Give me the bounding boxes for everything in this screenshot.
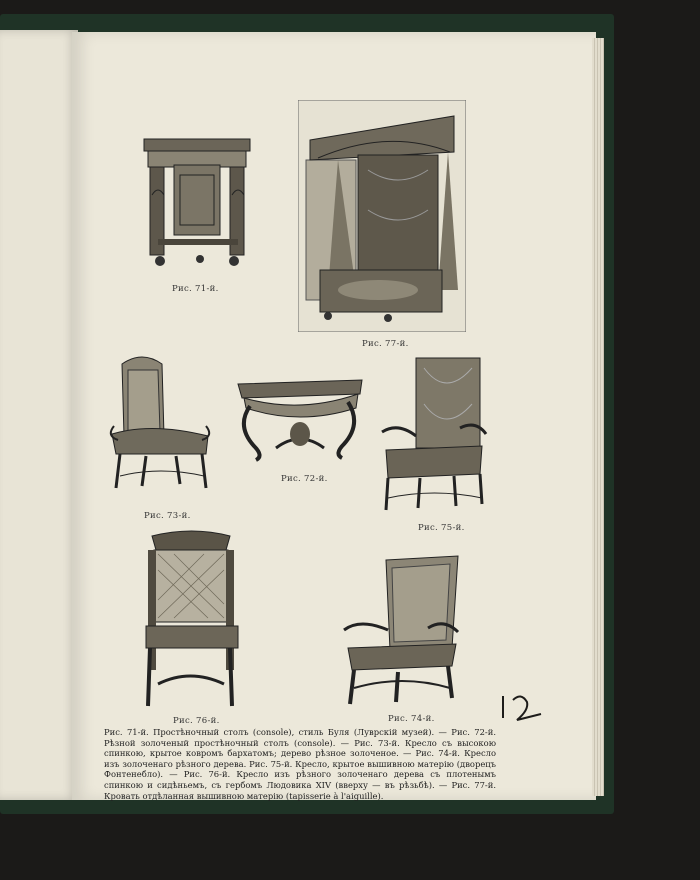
figure-77-canopy-bed (298, 100, 466, 332)
figure-76-armchair (138, 530, 250, 714)
figure-73-label: Рис. 73-й. (144, 511, 191, 521)
figure-caption: Рис. 71-й. Простѣночный столъ (console), стиль Буля (Луврскій музей). — Рис. 72-й. Рѣзной золоченый простѣночный столъ (console). — Рис. 73-й. Кресло съ высокою спинкою, крытое ковромъ бархатомъ; дерево рѣзное золоченое. — Рис. 74-й. Кресло изъ золоченаго рѣзного дерева. Рис. 75-й. Кресло, крытое вышивною матерію (дворецъ Фонтенебло). — Рис. 76-й. Кресло изъ рѣзного золоченаго дерева съ плотенымъ спинкою и сидѣньемъ, съ гербомъ Людовика XIV (вверху — въ рѣзьбѣ). — Рис. 77-й. Кровать отдѣланная вышивною матерію (tapisserie à l'aiguille). (104, 727, 496, 801)
figure-71-console-table (140, 135, 255, 270)
left-page (0, 30, 78, 800)
figure-74-label: Рис. 74-й. (388, 714, 435, 724)
figure-72-carved-console (236, 378, 364, 462)
figure-71-label: Рис. 71-й. (172, 284, 219, 294)
figure-75-armchair (380, 354, 488, 518)
figure-75-label: Рис. 75-й. (418, 523, 465, 533)
figure-77-label: Рис. 77-й. (362, 339, 409, 349)
handwritten-page-number (497, 690, 553, 730)
figure-74-armchair (340, 554, 464, 712)
figure-72-label: Рис. 72-й. (281, 474, 328, 484)
figure-76-label: Рис. 76-й. (173, 716, 220, 726)
page-edges (592, 38, 604, 796)
figure-73-armchair (106, 356, 214, 496)
